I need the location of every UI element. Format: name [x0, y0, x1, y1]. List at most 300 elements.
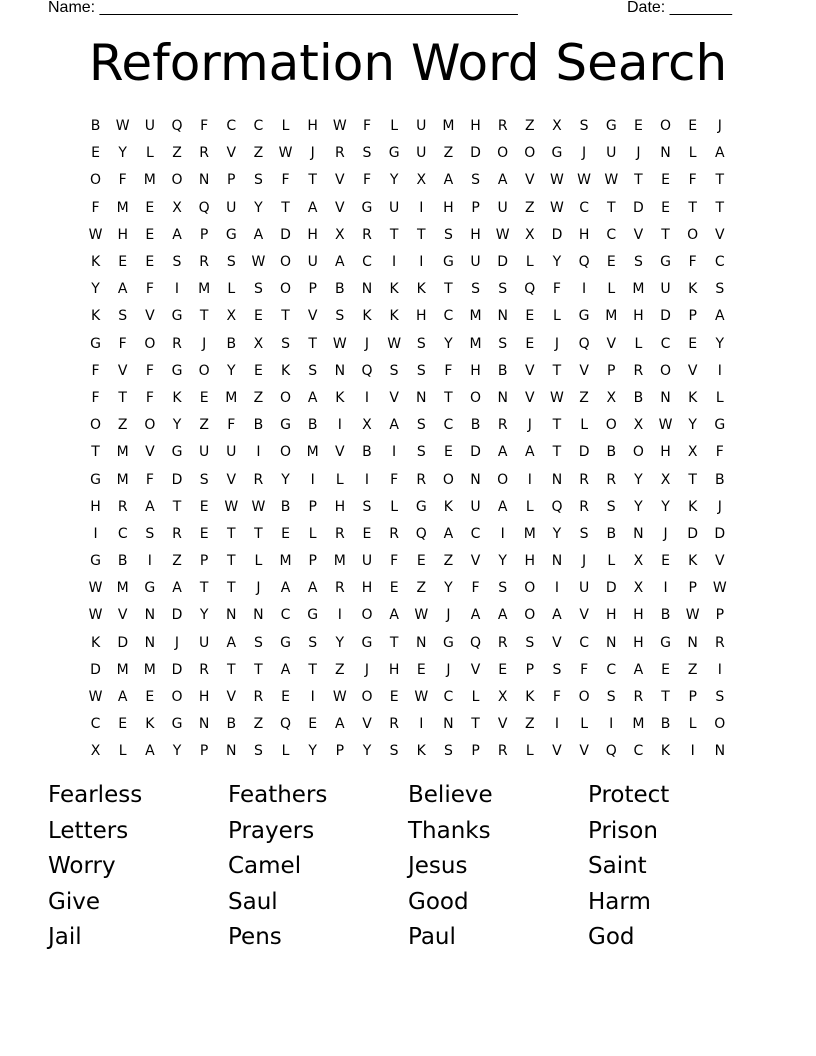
grid-letter: Y: [91, 281, 100, 298]
grid-letter: Y: [444, 580, 453, 597]
grid-letter: M: [143, 661, 156, 678]
grid-letter: G: [388, 145, 400, 162]
grid-letter: I: [500, 525, 505, 542]
grid-letter: K: [362, 308, 372, 325]
grid-letter: V: [117, 362, 128, 379]
grid-letter: O: [578, 689, 590, 706]
word-list-item: Letters: [48, 817, 129, 844]
grid-letter: H: [307, 118, 318, 135]
grid-letter: Z: [172, 145, 182, 162]
grid-letter: F: [145, 389, 154, 406]
grid-row: [82, 195, 734, 222]
grid-letter: G: [307, 607, 319, 624]
grid-letter: E: [281, 689, 290, 706]
word-list-item: Believe: [408, 782, 493, 808]
grid-letter: U: [361, 553, 373, 570]
grid-letter: O: [144, 335, 156, 352]
word-list-item: Jail: [48, 924, 82, 951]
grid-letter: B: [633, 389, 644, 406]
grid-letter: V: [552, 634, 562, 651]
grid-letter: A: [117, 281, 128, 298]
grid-letter: L: [118, 743, 127, 760]
grid-letter: V: [525, 362, 535, 379]
grid-letter: N: [144, 634, 156, 651]
grid-letter: V: [633, 226, 644, 243]
grid-letter: F: [471, 580, 480, 597]
grid-letter: R: [579, 471, 589, 488]
grid-letter: V: [715, 226, 725, 243]
grid-letter: F: [362, 172, 371, 189]
grid-letter: J: [256, 580, 261, 597]
grid-letter: B: [307, 417, 318, 434]
grid-letter: G: [714, 417, 726, 434]
grid-letter: P: [525, 661, 535, 678]
grid-letter: T: [226, 553, 236, 570]
grid-letter: V: [226, 689, 237, 706]
grid-row: [82, 521, 734, 548]
grid-letter: E: [606, 254, 616, 271]
word-list-item: Jesus: [408, 853, 468, 880]
grid-letter: T: [444, 389, 453, 406]
grid-letter: G: [90, 335, 101, 352]
grid-letter: T: [715, 199, 725, 216]
grid-letter: P: [227, 172, 236, 189]
grid-letter: J: [364, 335, 370, 352]
grid-letter: P: [199, 553, 209, 570]
grid-letter: R: [633, 362, 644, 379]
grid-letter: I: [392, 254, 397, 271]
grid-letter: I: [93, 525, 98, 542]
grid-letter: S: [443, 226, 453, 243]
grid-letter: O: [660, 362, 672, 379]
grid-letter: X: [253, 335, 264, 352]
grid-letter: R: [334, 525, 345, 542]
grid-row: [82, 494, 734, 521]
grid-letter: D: [714, 525, 726, 542]
word-list-item: Fearless: [48, 782, 143, 808]
grid-letter: S: [253, 172, 263, 189]
grid-row: [82, 222, 734, 249]
grid-letter: O: [660, 118, 672, 135]
grid-letter: W: [550, 172, 564, 189]
grid-letter: H: [633, 607, 644, 624]
grid-letter: V: [226, 471, 237, 488]
grid-letter: L: [145, 145, 154, 162]
grid-letter: Q: [578, 335, 590, 352]
grid-letter: W: [604, 172, 619, 189]
grid-row: [82, 711, 734, 738]
grid-letter: E: [688, 335, 698, 352]
grid-letter: E: [525, 308, 535, 325]
grid-letter: L: [281, 743, 290, 760]
grid-letter: G: [361, 634, 373, 651]
grid-letter: U: [388, 199, 400, 216]
grid-letter: K: [90, 634, 101, 651]
grid-letter: X: [226, 308, 237, 325]
grid-letter: E: [416, 553, 426, 570]
grid-letter: E: [633, 118, 643, 135]
grid-letter: O: [361, 607, 373, 624]
grid-letter: A: [443, 525, 454, 542]
grid-letter: U: [416, 118, 427, 135]
grid-letter: V: [715, 553, 725, 570]
grid-letter: V: [362, 716, 372, 733]
grid-letter: P: [199, 226, 209, 243]
grid-letter: O: [171, 689, 183, 706]
grid-letter: X: [172, 199, 182, 216]
grid-letter: S: [145, 525, 155, 542]
grid-letter: S: [471, 281, 480, 298]
word-list-item: Harm: [588, 888, 651, 915]
grid-letter: E: [199, 498, 209, 515]
grid-letter: T: [444, 281, 453, 298]
grid-letter: G: [442, 634, 454, 651]
grid-letter: J: [636, 145, 641, 162]
grid-row: [82, 385, 734, 412]
grid-letter: L: [580, 716, 588, 733]
grid-letter: D: [632, 199, 644, 216]
grid-letter: Q: [415, 525, 427, 542]
grid-letter: H: [660, 444, 671, 461]
grid-letter: Y: [498, 553, 507, 570]
grid-letter: N: [497, 389, 508, 406]
grid-letter: B: [362, 444, 372, 461]
grid-letter: I: [419, 254, 424, 271]
grid-letter: W: [332, 689, 347, 706]
grid-letter: R: [253, 471, 264, 488]
grid-letter: Q: [605, 743, 617, 760]
grid-letter: H: [90, 498, 101, 515]
grid-letter: A: [145, 743, 155, 760]
grid-letter: E: [308, 716, 318, 733]
grid-letter: Y: [688, 417, 697, 434]
grid-letter: V: [687, 362, 698, 379]
grid-letter: G: [442, 254, 454, 271]
grid-letter: Y: [715, 335, 725, 352]
grid-letter: F: [145, 471, 154, 488]
grid-letter: Z: [443, 145, 454, 162]
grid-letter: T: [308, 172, 317, 189]
grid-letter: T: [552, 444, 562, 461]
grid-letter: D: [687, 525, 699, 542]
grid-letter: E: [199, 389, 209, 406]
grid-letter: W: [251, 498, 266, 515]
grid-letter: M: [333, 553, 346, 570]
grid-letter: Y: [118, 145, 127, 162]
grid-letter: W: [414, 607, 429, 624]
grid-letter: S: [362, 145, 372, 162]
grid-letter: Q: [171, 118, 183, 135]
grid-letter: E: [145, 226, 155, 243]
grid-letter: H: [334, 498, 346, 515]
grid-letter: O: [171, 172, 183, 189]
grid-letter: S: [308, 634, 318, 651]
grid-letter: P: [607, 362, 616, 379]
grid-letter: V: [307, 308, 318, 325]
grid-letter: M: [116, 199, 129, 216]
grid-letter: S: [715, 281, 725, 298]
grid-letter: E: [416, 661, 426, 678]
grid-letter: N: [660, 145, 671, 162]
grid-letter: N: [144, 607, 156, 624]
grid-letter: O: [280, 444, 292, 461]
grid-letter: A: [280, 661, 291, 678]
word-list-item: Good: [408, 888, 469, 915]
grid-letter: T: [389, 634, 399, 651]
grid-letter: X: [525, 226, 535, 243]
grid-letter: V: [470, 553, 481, 570]
grid-letter: T: [199, 308, 209, 325]
grid-letter: T: [226, 525, 236, 542]
grid-letter: O: [442, 471, 454, 488]
grid-letter: B: [253, 417, 264, 434]
grid-letter: T: [254, 661, 263, 678]
grid-letter: C: [714, 254, 725, 271]
grid-letter: B: [660, 716, 671, 733]
grid-letter: O: [714, 716, 726, 733]
grid-letter: G: [171, 716, 183, 733]
grid-letter: Z: [525, 716, 535, 733]
grid-letter: N: [226, 743, 237, 760]
grid-letter: L: [525, 498, 534, 515]
grid-letter: A: [280, 580, 291, 597]
grid-letter: Q: [524, 281, 536, 298]
grid-letter: M: [632, 281, 645, 298]
grid-letter: S: [416, 335, 426, 352]
grid-letter: T: [91, 444, 100, 461]
grid-letter: W: [658, 417, 673, 434]
grid-letter: F: [688, 172, 697, 189]
grid-row: [82, 331, 734, 358]
grid-letter: R: [172, 335, 182, 352]
grid-letter: X: [416, 172, 427, 189]
grid-letter: E: [661, 172, 670, 189]
grid-letter: S: [389, 743, 399, 760]
grid-letter: A: [253, 226, 264, 243]
grid-letter: C: [226, 118, 237, 135]
grid-row: [82, 113, 734, 140]
grid-letter: S: [226, 254, 236, 271]
grid-letter: L: [254, 553, 263, 570]
grid-letter: G: [171, 362, 183, 379]
grid-letter: N: [497, 308, 508, 325]
grid-letter: H: [605, 607, 617, 624]
grid-letter: K: [688, 389, 698, 406]
name-field-label: Name: _______________________________________________: [48, 0, 518, 16]
grid-letter: M: [605, 308, 618, 325]
grid-letter: I: [554, 716, 560, 733]
grid-letter: X: [660, 471, 671, 488]
grid-letter: X: [633, 553, 644, 570]
grid-letter: I: [609, 716, 614, 733]
grid-letter: F: [715, 444, 724, 461]
grid-letter: K: [90, 308, 101, 325]
grid-letter: T: [172, 498, 182, 515]
word-list-item: Give: [48, 888, 100, 915]
grid-letter: L: [688, 145, 697, 162]
grid-letter: A: [497, 607, 508, 624]
grid-letter: Y: [172, 417, 182, 434]
grid-letter: S: [199, 471, 209, 488]
grid-letter: O: [497, 471, 509, 488]
grid-letter: R: [497, 417, 508, 434]
grid-letter: A: [145, 498, 155, 515]
grid-letter: X: [552, 118, 562, 135]
grid-letter: Z: [253, 145, 264, 162]
grid-letter: Y: [661, 498, 670, 515]
grid-letter: Z: [335, 661, 345, 678]
grid-letter: W: [332, 335, 347, 352]
grid-letter: U: [606, 145, 617, 162]
grid-letter: E: [145, 689, 155, 706]
grid-letter: J: [582, 553, 587, 570]
word-list-item: Protect: [588, 782, 670, 808]
grid-letter: D: [171, 607, 183, 624]
grid-letter: J: [364, 661, 370, 678]
grid-letter: G: [660, 634, 671, 651]
grid-letter: F: [91, 199, 100, 216]
grid-row: [82, 466, 734, 493]
grid-letter: V: [579, 607, 589, 624]
grid-letter: B: [606, 444, 617, 461]
grid-letter: N: [198, 172, 210, 189]
grid-letter: M: [225, 389, 238, 406]
grid-letter: W: [332, 118, 347, 135]
grid-letter: R: [633, 689, 644, 706]
grid-letter: H: [578, 226, 590, 243]
grid-letter: L: [308, 525, 317, 542]
grid-letter: B: [660, 607, 671, 624]
word-list-item: Worry: [48, 853, 116, 880]
grid-letter: V: [552, 743, 562, 760]
grid-letter: R: [253, 689, 264, 706]
grid-letter: Z: [172, 553, 182, 570]
grid-letter: R: [199, 145, 209, 162]
grid-letter: P: [688, 689, 697, 706]
grid-letter: M: [116, 471, 129, 488]
grid-letter: R: [362, 226, 372, 243]
grid-letter: U: [199, 444, 210, 461]
grid-letter: Y: [389, 172, 399, 189]
grid-letter: H: [524, 553, 536, 570]
grid-letter: K: [416, 743, 426, 760]
grid-letter: Y: [254, 199, 263, 216]
grid-letter: U: [144, 118, 155, 135]
grid-letter: I: [364, 471, 370, 488]
grid-letter: T: [634, 172, 643, 189]
grid-letter: W: [88, 607, 103, 624]
grid-letter: E: [253, 362, 263, 379]
grid-letter: N: [687, 634, 698, 651]
grid-letter: P: [335, 743, 345, 760]
grid-letter: P: [715, 607, 725, 624]
grid-letter: M: [469, 308, 482, 325]
grid-letter: W: [387, 335, 402, 352]
grid-letter: T: [199, 580, 209, 597]
grid-letter: D: [605, 580, 617, 597]
grid-letter: F: [227, 417, 236, 434]
grid-letter: W: [712, 580, 727, 597]
grid-letter: W: [550, 199, 564, 216]
grid-letter: O: [280, 389, 292, 406]
grid-letter: N: [443, 716, 454, 733]
grid-letter: B: [90, 118, 101, 135]
grid-letter: X: [362, 417, 372, 434]
grid-row: [82, 657, 734, 684]
grid-letter: Q: [470, 634, 482, 651]
grid-letter: W: [88, 226, 103, 243]
grid-letter: N: [416, 634, 427, 651]
grid-letter: D: [470, 145, 481, 162]
grid-letter: A: [497, 498, 508, 515]
grid-letter: R: [497, 743, 508, 760]
grid-letter: N: [361, 281, 373, 298]
grid-letter: H: [443, 199, 454, 216]
grid-letter: P: [199, 743, 209, 760]
page-title: Reformation Word Search: [88, 34, 728, 92]
grid-letter: U: [660, 281, 671, 298]
grid-letter: W: [495, 226, 510, 243]
grid-letter: V: [497, 716, 508, 733]
grid-letter: V: [335, 172, 345, 189]
grid-letter: S: [471, 172, 480, 189]
grid-letter: V: [606, 335, 617, 352]
grid-letter: Z: [443, 553, 454, 570]
grid-letter: M: [198, 281, 211, 298]
grid-letter: W: [224, 498, 239, 515]
word-list-item: Camel: [228, 853, 302, 880]
grid-letter: V: [117, 607, 128, 624]
grid-row: [82, 303, 734, 330]
grid-letter: G: [578, 308, 590, 325]
grid-letter: R: [334, 580, 345, 597]
grid-letter: C: [90, 716, 101, 733]
grid-letter: H: [361, 580, 373, 597]
grid-row: [82, 684, 734, 711]
grid-letter: A: [497, 444, 508, 461]
grid-letter: S: [308, 362, 318, 379]
grid-letter: M: [442, 118, 455, 135]
grid-row: [82, 738, 734, 765]
grid-letter: L: [607, 281, 616, 298]
grid-letter: S: [579, 525, 589, 542]
grid-letter: Y: [226, 362, 236, 379]
grid-letter: K: [145, 716, 155, 733]
grid-letter: S: [498, 580, 508, 597]
grid-letter: F: [145, 362, 154, 379]
grid-letter: I: [717, 661, 722, 678]
grid-letter: E: [118, 254, 128, 271]
grid-letter: W: [278, 145, 293, 162]
grid-letter: A: [389, 607, 399, 624]
grid-letter: L: [580, 417, 588, 434]
grid-letter: F: [362, 118, 371, 135]
grid-letter: F: [281, 172, 290, 189]
grid-letter: E: [281, 525, 290, 542]
grid-letter: M: [279, 553, 292, 570]
grid-letter: V: [579, 743, 589, 760]
grid-letter: W: [577, 172, 592, 189]
grid-letter: D: [578, 444, 590, 461]
grid-letter: P: [688, 580, 697, 597]
grid-letter: R: [389, 716, 399, 733]
grid-letter: P: [688, 308, 697, 325]
grid-letter: V: [145, 308, 155, 325]
grid-letter: X: [497, 689, 508, 706]
grid-letter: C: [470, 525, 481, 542]
grid-letter: E: [443, 444, 453, 461]
grid-letter: S: [525, 634, 535, 651]
